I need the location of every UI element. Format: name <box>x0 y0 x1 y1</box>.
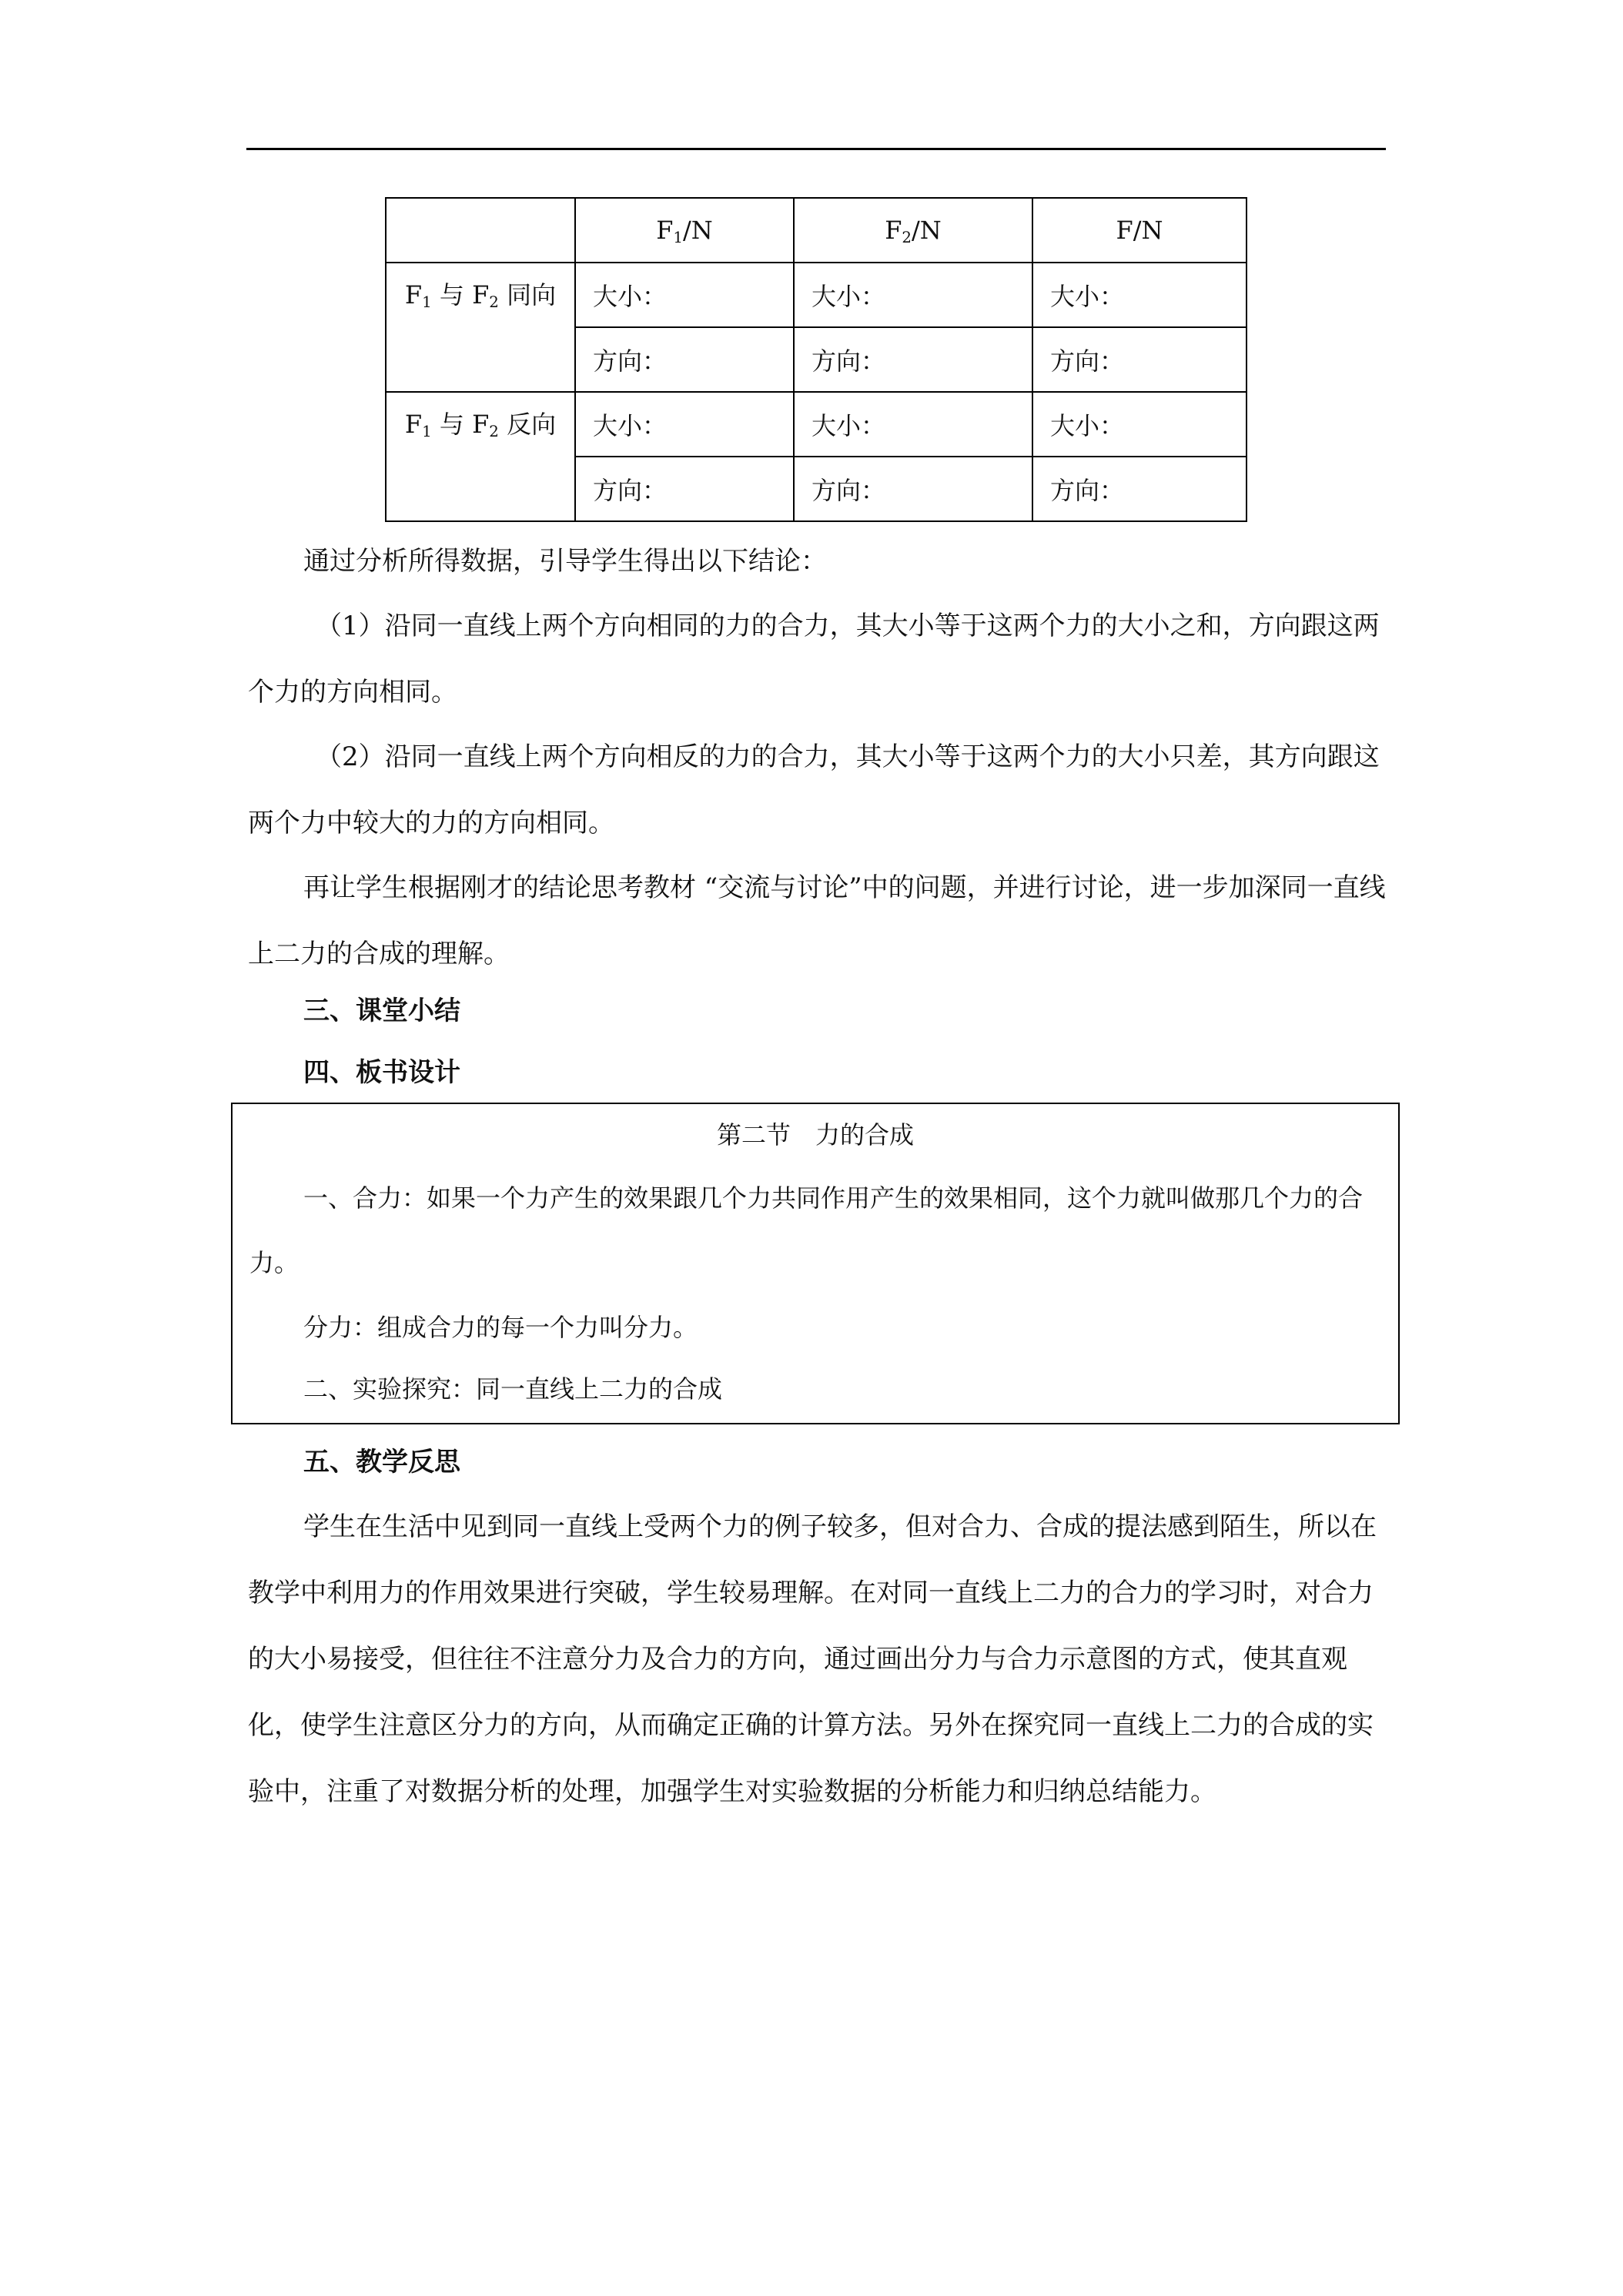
table-row <box>386 392 1247 457</box>
conclusion-2: （2）沿同一直线上两个方向相反的力的合力，其大小等于这两个力的大小只差，其方向跟这两个力中较大的力的方向相同。 <box>248 741 1380 838</box>
row-label-same-direction: $F_1$ 与 $F_2$ 同向 <box>386 263 575 392</box>
heading-class-summary: 三、课堂小结 <box>303 996 460 1026</box>
experiment-data-table <box>385 197 1247 522</box>
col-header-f1: $F_1/N$ <box>575 198 794 263</box>
board-title: 第二节 力的合成 <box>716 1120 914 1150</box>
cell-direction: 方向： <box>1032 327 1247 392</box>
cell-size: 大小： <box>794 263 1032 327</box>
cell-size: 大小： <box>794 392 1032 457</box>
cell-direction: 方向： <box>794 457 1032 521</box>
conclusion-1: （1）沿同一直线上两个方向相同的力的合力，其大小等于这两个力的大小之和，方向跟这两个力的方向相同。 <box>248 611 1380 708</box>
table-header-row <box>386 198 1247 263</box>
cell-direction: 方向： <box>1032 457 1247 521</box>
board-line-experiment: 二、实验探究：同一直线上二力的合成 <box>303 1374 723 1404</box>
header-rule <box>246 148 1386 150</box>
cell-size: 大小： <box>575 392 794 457</box>
cell-direction: 方向： <box>575 327 794 392</box>
heading-board-design: 四、板书设计 <box>303 1057 460 1088</box>
heading-teaching-reflection: 五、教学反思 <box>303 1447 460 1478</box>
board-line-resultant: 一、合力：如果一个力产生的效果跟几个力共同作用产生的效果相同，这个力就叫做那几个力的合力。 <box>249 1183 1364 1277</box>
cell-direction: 方向： <box>575 457 794 521</box>
cell-size: 大小： <box>1032 263 1247 327</box>
intro-paragraph: 通过分析所得数据，引导学生得出以下结论： <box>303 546 827 577</box>
board-line-component: 分力：组成合力的每一个力叫分力。 <box>303 1313 698 1342</box>
table-row <box>386 263 1247 327</box>
col-header-f2: $F_2/N$ <box>794 198 1032 263</box>
board-design-box <box>231 1103 1400 1424</box>
cell-size: 大小： <box>575 263 794 327</box>
reflection-paragraph: 学生在生活中见到同一直线上受两个力的例子较多，但对合力、合成的提法感到陌生，所以在教学中利用力的作用效果进行突破，学生较易理解。在对同一直线上二力的合力的学习时，对合力的大小易接受，但往往不注意分力及合力的方向，通过画出分力与合力示意图的方式，使其直观化，使学生注意区分力的方向，从而确定正确的计算方法。另外在探究同一直线上二力的合成的实验中，注重了对数据分析的处理，加强学生对实验数据的分析能力和归纳总结能力。 <box>248 1511 1377 1807</box>
cell-size: 大小： <box>1032 392 1247 457</box>
table-corner-cell <box>386 198 575 263</box>
col-header-f: F/N <box>1032 198 1247 263</box>
discussion-paragraph: 再让学生根据刚才的结论思考教材 “交流与讨论”中的问题，并进行讨论，进一步加深同一直线上二力的合成的理解。 <box>248 872 1386 969</box>
row-label-opposite-direction: $F_1$ 与 $F_2$ 反向 <box>386 392 575 521</box>
cell-direction: 方向： <box>794 327 1032 392</box>
